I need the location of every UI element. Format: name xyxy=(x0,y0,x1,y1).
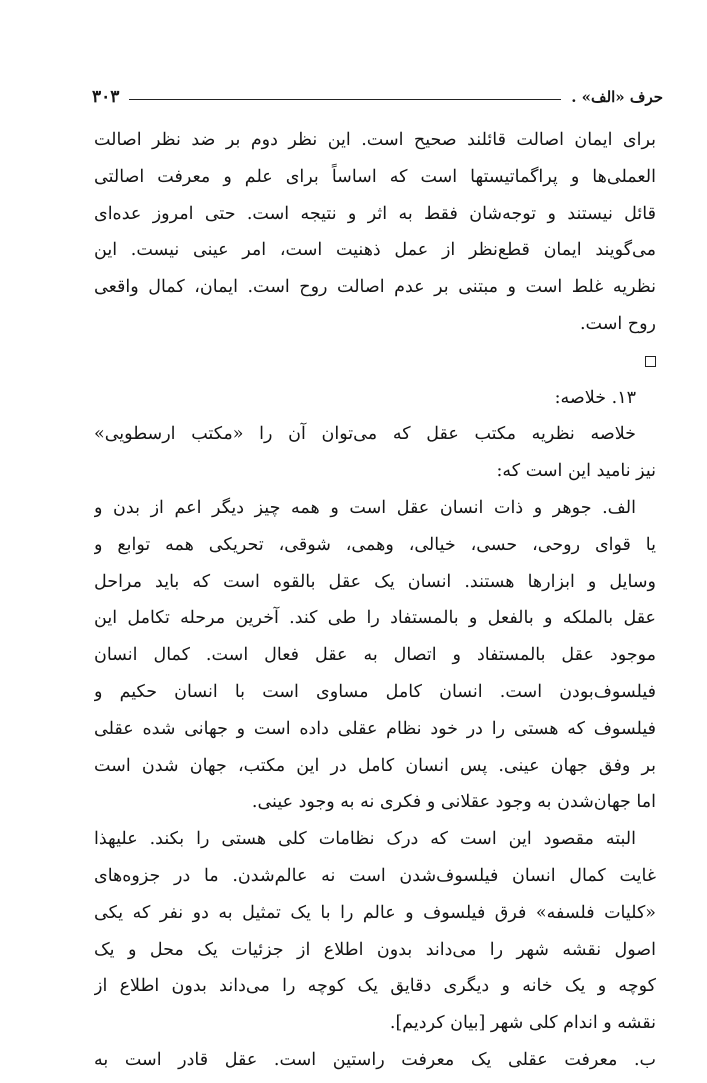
text-line: فیلسوف‌بودن است. انسان کامل مساوی است با انسان حکیم و xyxy=(94,681,656,702)
text-line: البته مقصود این است که درک نظامات کلی هستی را بکند. علیهذا xyxy=(94,829,636,850)
text-line: برای ایمان اصالت قائلند صحیح است. این نظر دوم بر ضد نظر اصالت xyxy=(94,130,656,150)
paragraph-be xyxy=(94,1042,656,1079)
text-line: غایت کمال انسان فیلسوف‌شدن است نه عالم‌شدن. ما در جزوه‌های xyxy=(94,865,656,886)
text-line: قائل نیستند و توجه‌شان فقط به اثر و نتیجه است. حتی امروز عده‌ای xyxy=(94,203,656,224)
text-line: کوچه و یک خانه و دیگری دقایق یک کوچه را می‌داند بدون اطلاع از xyxy=(94,976,656,997)
text-line: اما جهان‌شدن به وجود عقلانی و فکری نه به وجود عینی. xyxy=(251,792,656,813)
text-line: بر وفق جهان عینی. پس انسان کامل در این مکتب، جهان شدن است xyxy=(94,755,656,776)
text-line: عقل بالملکه و بالفعل و بالمستفاد را طی کند. آخرین مرحله تکامل این xyxy=(94,608,656,629)
page-body xyxy=(94,122,656,1079)
paragraph-albatteh xyxy=(94,821,656,1042)
text-line: نظریه غلط است و مبتنی بر عدم اصالت روح است. ایمان، کمال واقعی xyxy=(94,277,656,298)
end-mark-line xyxy=(94,343,656,380)
text-line: موجود عقل بالمستفاد و اتصال به عقل فعال است. کمال انسان xyxy=(94,645,656,666)
text-line: نیز نامید این است که: xyxy=(496,461,656,482)
end-of-section-mark xyxy=(645,356,656,367)
section-title: حرف «الف» . xyxy=(571,88,663,106)
text-line: می‌گویند ایمان قطع‌نظر از عمل ذهنیت است، امر عینی نیست. این xyxy=(94,240,656,261)
text-line: یا قوای روحی، حسی، خیالی، وهمی، شوقی، تحریکی همه توابع و xyxy=(94,534,656,555)
text-line: نقشه و اندام کلی شهر [بیان کردیم]. xyxy=(389,1013,656,1034)
text-line: وسایل و ابزارها هستند. انسان یک عقل بالقوه است که باید مراحل xyxy=(94,571,656,592)
running-header xyxy=(92,84,663,110)
page-number: ۳۰۳ xyxy=(92,87,120,107)
text-line: «کلیات فلسفه» فرق فیلسوف و عالم را با یک تمثیل به دو نفر که یکی xyxy=(94,902,656,923)
summary-section xyxy=(94,380,656,490)
section-heading: ۱۳. خلاصه: xyxy=(554,387,636,408)
header-rule xyxy=(129,99,561,100)
text-line: خلاصه نظریه مکتب عقل که می‌توان آن را «مکتب ارسطویی» xyxy=(94,424,636,445)
text-line: الف. جوهر و ذات انسان عقل است و همه چیز دیگر اعم از بدن و xyxy=(94,497,636,518)
paragraph-alef xyxy=(94,490,656,821)
paragraph-continuation xyxy=(94,122,656,380)
text-line: روح است. xyxy=(579,313,656,334)
text-line: العملی‌ها و پراگماتیستها است که اساساً برای علم و معرفت اصالتی xyxy=(94,166,656,187)
text-line: اصول نقشه شهر را می‌داند بدون اطلاع از جزئیات یک محل و یک xyxy=(94,939,656,960)
text-line: فیلسوف که هستی را در خود نظام عقلی داده است و جهانی شده عقلی xyxy=(94,718,656,739)
text-line: ب. معرفت عقلی یک معرفت راستین است. عقل قادر است به xyxy=(94,1049,656,1070)
